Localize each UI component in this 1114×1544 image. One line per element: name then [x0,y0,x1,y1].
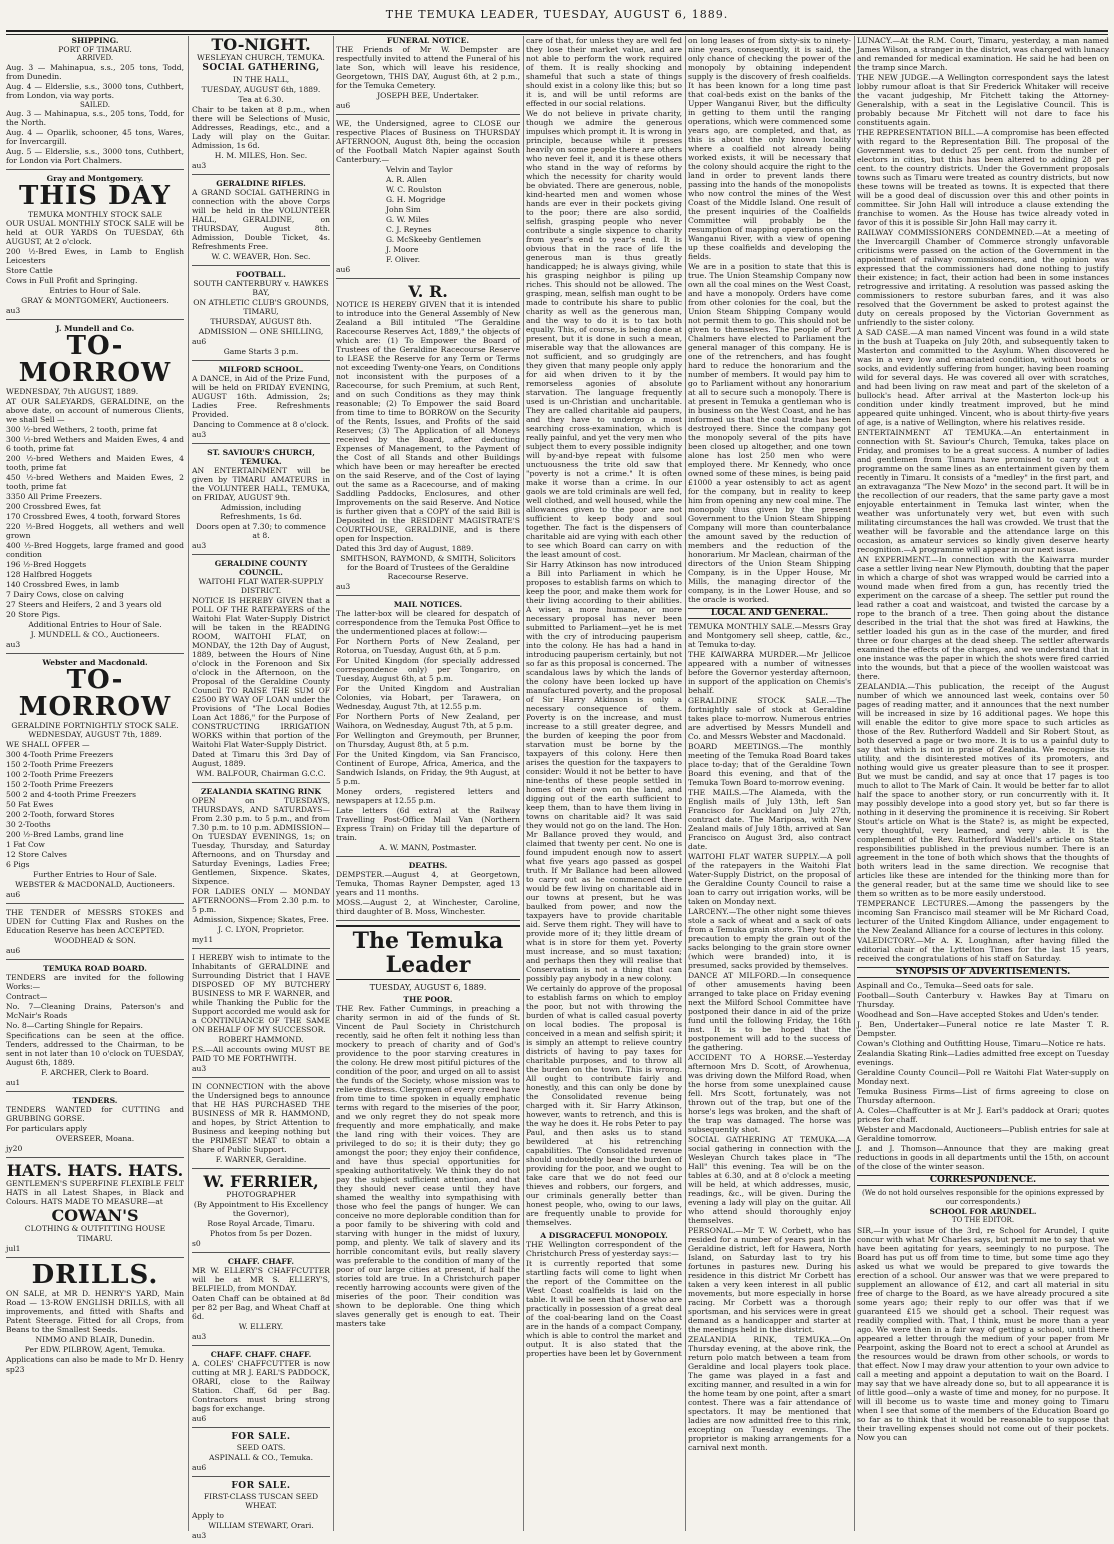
ad-headline: W. FERRIER, [203,1172,319,1191]
article-title: THE POOR. [403,995,453,1004]
ad-text: Dated at Timaru this 3rd Day of August, 1889. [192,750,330,768]
ad-text: For particulars apply [6,1124,87,1133]
chaff-coles-ad [192,1350,330,1428]
ad-signature: J. C. LYON, Proprietor. [218,925,304,934]
notice-text: MOSS.—August 2, at Winchester, Caroline, third daughter of B. Moss, Winchester. [336,898,520,916]
ad-text: 200 ½-bred Wethers and Maiden Ewes, 4 tooth, prime fat [6,454,184,472]
firm-name: COWAN'S [51,1206,139,1225]
notice-title: MAIL NOTICES. [393,600,463,609]
notice-text: Late letters (6d extra) at the Railway Travelling Post-Office Mail Van (Northern Express Train) on Friday till the departure of train. [336,806,520,842]
ad-code: au3 [192,161,207,170]
ad-code: au3 [6,640,21,649]
news-item: THE NEW JUDGE.—A Wellington correspondent says the latest lobby rumour afloat is that Sir Frederick Whitaker will receive the vacant judgeship, Mr Fitchett taking the Attorney-Generalship, with a seat in the Legislative Council. This is probably because Mr Fitchett will not dare to face his constituents again. [857,73,1109,127]
ad-headline: HATS. HATS. HATS. [6,1161,184,1180]
ad-text: 30 2-Tooths [6,820,51,829]
ad-text: (By Appointment to His Excellency the Governor), [193,1200,329,1218]
news-item: ACCIDENT TO A HORSE.—Yesterday afternoon Mrs D. Scott, of Arowhenua, was driving down the Milford Road, when the horse from some unexplained cause fell. Mrs Scott, fortunately, was not thrown out of the trap, but one of the horse's legs was broken, and the shaft of the trap was damaged. The horse was subsequently shot. [688,1053,851,1134]
ad-text: Store Cattle [6,266,53,275]
ad-code: au6 [336,265,351,274]
ad-code: jy20 [6,1144,23,1153]
ad-text: 12 Store Calves [6,850,67,859]
ad-text: GENTLEMEN'S SUPERFINE FLEXIBLE FELT HATS in all Latest Shapes, in Black and Colours. HATS MADE TO MEASURE—at [6,1179,184,1206]
ad-text: IN CONNECTION with the above the Undersigned begs to announce that HE HAS PURCHASED THE BUSINESS of MR R. HAMMOND, and hopes, by Strict Attention to Business and keeping nothing but the PRIMEST MEAT to obtain a Share of Public Support. [192,1082,330,1154]
ad-subhead: TEMUKA MONTHLY STOCK SALE [27,210,163,219]
news-item: GERALDINE STOCK SALE.—The fortnightly sale of stock at Geraldine takes place to-morrow. Numerous entries are advertised by Messrs Mundell and Co. and Messrs Webster and Macdonald. [688,696,851,741]
ad-text: 3350 All Prime Freezers. [6,492,103,501]
football-ad [192,270,330,361]
mail-notices [336,600,520,857]
synopsis-item: Webster and Macdonald, Auctioneers—Publish entries for sale at Geraldine tomorrow. [857,1125,1109,1143]
news-item: TEMPERANCE LECTURES.—Among the passengers by the incoming San Francisco mail steamer will be Mr Richard Coad, lecturer of the United Kingdom Alliance, under engagement to the New Zealand Alliance for a course of lectures in this colony. [857,899,1109,935]
notice-text: For the United Kingdom and Australian Colonies, via Hobart, per Tarawera, on Wednesday, August 7th, at 12.55 p.m. [336,684,520,711]
sailed-label: SAILED. [80,100,110,109]
notice-text: DEMPSTER.—August 4, at Georgetown, Temuka, Thomas Rayner Dempster, aged 13 years and 11 months. [336,870,520,897]
firm-name: Webster and Macdonald. [42,658,148,667]
ad-title: GERALDINE RIFLES. [216,179,306,188]
port-label: PORT OF TIMARU. [58,45,132,54]
ad-title: ZEALANDIA SKATING RINK [201,787,321,796]
ad-code: au3 [192,1332,207,1341]
ad-text: THURSDAY, AUGUST 8th. [210,317,312,326]
ad-code: au6 [192,1414,207,1423]
ad-text: IN THE HALL, [232,75,290,84]
ad-signature: W. ELLERY. [238,1322,284,1331]
ad-text: 200 ½-Bred Ewes, in Lamb to English Leicesters [6,247,184,265]
news-item: VALEDICTORY.—Mr A. K. Loughnan, after having filled the editorial chair of the Lyttelton Times for the last 15 years, received the congratulations of his staff on Saturday. [857,936,1109,963]
seed-oats-ad [192,1432,330,1477]
article-paragraph: Sir Harry Atkinson has now introduced a Bill into Parliament in which he proposes to establish farms on which to keep the poor, and make them work for their living according to their abilities. A wiser, a more humane, or more necessary proposal has never been submitted to Parliament—yet he is met with the cry of introducing pauperism into the colony. He has had a hand in introducing pauperism certainly, but not so far as this proposal is concerned. The scandalous laws by which the lands of the colony have been locked up have manufactured poverty, and the proposal of Sir Harry Atkinson is only a necessary consequence of them. Poverty is on the increase, and must increase to a still greater degree, and the burden of keeping the poor from starvation must be borne by the taxpayers of this colony. Here then arises the question for the taxpayers to consider: Would it not be better to have nine-tenths of these people settled in homes of their own on the land, and digging out of the earth sufficient to keep them, than to have them living in towns on charitable aid? It was said they would not go on the land. The Hon. Mr Ballance proved they would, and claimed that twenty per cent. No one is found impudent enough now to assert what five years ago passed as gospel truth. If Mr Ballance had been allowed to carry out as he commenced there would be few living on charitable aid in our towns at present, but he was baulked from power, and now the taxpayers have to provide charitable aid. Serve them right. They will have to provide more of it; they little dream of what is in store for them yet. Poverty must increase, and so must taxation; and perhaps then they will realise that Conservatism is not a thing that can possibly pay anybody in a new colony. [526,560,682,983]
firm-name: C. J. Reynes [386,225,432,234]
column-6 [857,36,1109,1531]
warner-ad [192,1082,330,1169]
letter-salutation: TO THE EDITOR. [951,1216,1015,1224]
column-rule [333,36,334,1531]
ad-text: FOR LADIES ONLY — MONDAY AFTERNOONS—From 2.30 p.m. to 5 p.m. [192,887,330,914]
news-item: ENTERTAINMENT AT TEMUKA.—An entertainment in connection with St. Saviour's Church, Temuka, takes place on Friday, and promises to be a great success. A number of ladies and gentlemen from Timaru have promised to carry out a programme on the same lines as an entertainment given by them recently in Timaru. It consists of a "medley" in the first part, and an extravaganza "The New Mozo" in the second part. It will be in the recollection of our readers, that the same party gave a most enjoyable entertainment in Temuka last winter, when the weather was unfortunately very wet, but even with such militating circumstances the hall was crowded. We trust that the weather will be favorable and the attendance large on this occasion, as amateur services so kindly given deserve hearty recognition.—A programme will appear in our next issue. [857,428,1109,554]
ad-text: 200 Crossbred Ewes, fat [6,502,101,511]
synopsis-item: J. Ben, Undertaker—Funeral notice re late Master T. R. Dempster. [857,1020,1109,1038]
ad-text: No. 7—Cleaning Drains, Paterson's and McNair's Roads [6,1002,184,1020]
drills-ad [6,1262,184,1378]
milford-ad [192,365,330,444]
ad-text: No. 8—Carting Shingle for Repairs. [6,1021,143,1030]
shipping-line: Aug. 4 — Oparlik, schooner, 45 tons, Wares, for Invercargill. [6,128,184,146]
news-item: BOARD MEETINGS.—The monthly meeting of the Temuka Road Board takes place to-day; that of the Geraldine Town Board this evening, and that of the Temuka Town Board to-morrow evening. [688,742,851,787]
news-item: DANCE AT MILFORD.—In consequence of other amusements having been arranged to take place on Friday evening next the Milford School Committee have postponed their dance in aid of the prize fund until the following Friday, the 16th inst. It is to be hoped that the postponement will add to the success of the gathering. [688,971,851,1052]
article-paragraph: We certainly do approve of the proposal to establish farms on which to employ the poor, but not with throwing the burden of what is called casual poverty on local bodies. The proposal is conceived in a mean and selfish spirit; it is simply an attempt to relieve country districts of having to pay taxes for charitable purposes, and to throw all the burden on the town. This is wrong. All ought to contribute fairly and honestly, and this can only be done by the Consolidated revenue being charged with it. Sir Harry Atkinson, however, wants to retrench, and this is the way he does it. He robs Peter to pay Paul, and then asks us to stand bewildered at his retrenching capabilities. The Consolidated revenue should undoubtedly bear the burden of providing for the poor, and we ought to take care that we do not feed our thieves and robbers, our forgers, and our criminals generally better than honest people, who, owing to our laws, are frequently unable to provide for themselves. [526,984,682,1227]
shipping-title: SHIPPING. [71,36,119,45]
notice-text: For Northern Ports of New Zealand, per Waihora, on Wednesday, August 7th, at 5 p.m. [336,712,520,730]
closing-notice [336,119,520,279]
tender-accepted-ad [6,908,184,960]
ad-text: 27 Steers and Heifers, 2 and 3 years old [6,600,162,609]
shipping-line: Aug. 4 — Elderslie, s.s., 3000 tons, Cuthbert, from London, via way ports. [6,81,184,100]
ad-text: FIRST-CLASS TUSCAN SEED WHEAT. [203,1492,319,1510]
ad-text: 150 2-Tooth Prime Freezers [6,780,114,789]
letter-body: SIR,—In your issue of the 3rd, re School for Arundel, I quite concur with what Mr Charles says, but permit me to say that we have been agitating for years, seemingly to no purpose. The Board has put us off from time to time, but some time ago they asked us what we would be prepared to give towards the erection of a school. Our answer was that we were prepared to supplement an allowance of £12, and cart all material in situ free of charge to the Board, as we have already procured a site some years ago; their reply to our offer was that if we guaranteed £15 we should get a school. Their request was readily complied with. That, I think, must be more than a year ago. We were then in a fair way of getting a school, until there appeared a letter through the medium of your paper from Mr Pearpoint, asking the Board not to erect a school at Arundel as the resources would be drawn from other schools, or words to that effect. Now I may draw your attention to your own advice to call a meeting and appoint a deputation to wait on the Board. I may say that we have already done so, but to all appearance it is of little good—only a waste of time and money, for no purpose. It will ill become us to waste time and money going to Timaru when I see that some of the members of the Education Board go so far as to think that it would be reasonable to suppose that their travelling expenses should not come out of their pockets. Now you can [857,1225,1109,1442]
ad-text: Admission, Sixpence; Skates, Free. [193,915,329,924]
ferrier-ad [192,1173,330,1253]
ad-text: A GRAND SOCIAL GATHERING in connection with the above Corps will be held in the VOLUNTEER HALL, GERALDINE, on THURSDAY, August 8th. Admission, Double Ticket, 4s. Refreshments Free. [192,188,330,251]
ad-signature: W. C. WEAVER, Hon. Sec. [211,252,311,261]
shipping-line: Aug. 5 — Elderslie, s.s., 3000 tons, Cuthbert, for London via Port Chalmers. [6,147,184,165]
firm-name: NIMMO AND BLAIR, Dunedin. [35,1335,155,1344]
ad-text: 196 ½-Bred Hoggets [6,560,87,569]
ad-title: FOOTBALL. [236,270,286,279]
section-title: SYNOPSIS OF ADVERTISEMENTS. [857,967,1109,978]
ad-headline: TO-MORROW [18,665,172,722]
news-item: ZEALANDIA RINK, TEMUKA.—On Thursday evening, at the above rink, the return polo match between a team from Geraldine and local players took place. The game was played in a fast and exciting manner, and resulted in a win for the home team by one point, after a smart contest. There was a fair attendance of spectators. It may be mentioned that ladies are now admitted free to this rink, excepting on Tuesday evenings. The proprietor is making arrangements for a carnival next month. [688,1335,851,1452]
notice-title: FUNERAL NOTICE. [386,36,470,45]
notice-text: NOTICE IS HEREBY GIVEN that it is intended to introduce into the General Assembly of New Zealand a Bill intituled "The Geraldine Racecourse Reserves Act, 1889," the objects of which are: (1) To Empower the Board of Trustees of the Geraldine Racecourse Reserve to LEASE the Reserve for any Term or Terms not exceeding Twenty-one Years, on Conditions not inconsistent with the purposes of a Racecourse, for such Premium, at such Rent, and on such Conditions as they may think reasonable; (2) To Empower the said Board from time to time to BORROW on the Security of the Rents, Issues, and Profits of the said Reserves; (3) The Application of all Moneys received by the Board, after deducting Expenses of Management, to the Payment of the Cost of all Stands and other Buildings which have been or may hereafter be erected on the said Reserve, and of the Cost of laying out the same as a Racecourse, and of making Saddling Paddocks, Enclosures, and other Improvements on the said Reserve. And Notice is further given that a COPY of the said Bill is Deposited in the RESIDENT MAGISTRATE'S COURTHOUSE, GERALDINE, and is there open for Inspection. [336,300,520,543]
ad-text: 7 Dairy Cows, close on calving [6,590,124,599]
ad-text: 1 Fat Cow [6,840,45,849]
article-title: A DISGRACEFUL MONOPOLY. [540,1231,668,1240]
notice-text: For the United Kingdom, via San Francisco, Continent of Europe, Africa, America, and the Sandwich Islands, on Friday, the 9th August, at 5 p.m. [336,750,520,786]
ad-text: Game Starts 3 p.m. [223,347,299,356]
ad-code: au6 [6,946,21,955]
firm-name: F. Oliver. [386,255,420,264]
ad-text: Photos from 5s per Dozen. [209,1229,313,1238]
ad-text: Oaten Chaff can be obtained at 8d per 82 per Bag, and Wheat Chaff at 6d. [192,1294,330,1321]
news-item: THE MAILS.—The Alameda, with the English mails of July 13th, left San Francisco for Auckland on July 27th, contract date. The Mariposa, with New Zealand mails of July 18th, arrived at San Francisco on August 3rd, also contract date. [688,788,851,851]
column-rule [854,36,855,1531]
ad-text: SOCIAL GATHERING, [202,63,320,73]
ad-text: WEDNESDAY, 7th AUGUST, 1889. [6,387,139,396]
notice-text: For United Kingdom (for specially addressed correspondence only) per Tongariro, on Tuesday, August 6th, at 5 p.m. [336,656,520,683]
firm-name: A. R. Allen [386,175,427,184]
news-item: PERSONAL.—Mr T. W. Corbett, who has resided for a number of years past in the Geraldine district, left for Hawera, North Island, on Saturday last to try his fortunes in pastures new. During his residence in this district Mr Corbett has taken a very keen interest in all public movements, but more especially in horse racing. Mr Corbett was a thorough sportsman, and his services were in great demand as a handicapper and starter at the meetings held in the district. [688,1226,851,1334]
notice-signature: SMITHSON, RAYMOND, & SMITH, Solicitors for the Board of Trustees of the Geraldine Racecourse Reserve. [340,554,516,581]
ad-text: WESLEYAN CHURCH, TEMUKA. [197,53,325,62]
ad-text: Doors open at 7.30; to commence at 8. [196,522,326,540]
ad-text: 300 4-Tooth Prime Freezers [6,750,114,759]
synopsis-item: Zealandia Skating Rink—Ladies admitted free except on Tuesday evenings. [857,1049,1109,1067]
editorial-note: (We do not hold ourselves responsible for the opinions expressed by our correspondents.) [861,1189,1105,1206]
seed-wheat-ad [192,1481,330,1544]
ad-text: Dancing to Commence at 8 o'clock. [192,420,330,429]
firm-name: John Sim [386,205,421,214]
ad-text: 300 ½-bred Wethers, 2 tooth, prime fat [6,425,158,434]
shipping-block [6,36,184,170]
ad-text: OUR USUAL MONTHLY STOCK SALE will be held at OUR YARDS On TUESDAY, 6th AUGUST, At 2 o'clock. [6,219,184,246]
ad-text: AN ENTERTAINMENT will be given by TIMARU AMATEURS in the VOLUNTEER HALL, TEMUKA, on FRIDAY, AUGUST 9th. [192,466,330,502]
column-2 [192,35,330,1540]
ad-title: GERALDINE COUNTY COUNCIL. [214,559,308,577]
ad-code: jul1 [6,1244,21,1253]
ad-text: Contract— [6,992,48,1001]
firm-name: G. W. Miles [386,215,429,224]
ad-text: Specifications can be seen at the office. Tenders, addressed to the Chairman, to be sent in not later than 10 o'clock on TUESDAY, August 6th, 1889. [6,1031,184,1067]
gray-montgomery-ad [6,174,184,320]
ad-text: 140 Crossbred Ewes, in lamb [6,580,119,589]
column-3 [336,36,520,1531]
ad-text: 128 Halfbred Hoggets [6,570,92,579]
ad-text: 300 ½-bred Wethers and Maiden Ewes, 4 and 6 tooth, prime fat [6,435,184,453]
ad-title: MILFORD SCHOOL. [218,365,304,374]
ad-code: au3 [6,306,21,315]
firm-name: W. C. Roulston [386,185,442,194]
ad-signature: ASPINALL & CO., Temuka. [208,1453,314,1462]
letter-title: SCHOOL FOR ARUNDEL. [929,1207,1037,1216]
ad-text: TIMARU. [77,1234,113,1243]
ad-text: ON ATHLETIC CLUB'S GROUNDS, TIMARU, [193,298,329,316]
synopsis-item: Football—South Canterbury v. Hawkes Bay at Timaru on Thursday. [857,991,1109,1009]
notice-text: THE Friends of Mr W. Dempster are respectfully invited to attend the Funeral of his late Son, which will leave his residence, Georgetown, THIS DAY, August 6th, at 2 p.m., for the Temuka Cemetery. [336,45,520,90]
shipping-line: Aug. 3 — Mahinapua, s.s., 205 tons, Todd, from Dunedin. [6,62,184,81]
ad-code: my11 [192,935,214,944]
ad-headline: TO-MORROW [18,331,172,388]
ad-text: ON SALE, at MR D. HENRY'S YARD, Main Road — 13-ROW ENGLISH DRILLS, with all improvements, and fitted with Shafts and Patent Steerage. Fitted for all Crops, from Beans to the Smallest Seeds. [6,1289,184,1334]
firm-name: J. Mundell and Co. [55,324,135,333]
firm-name: G. McSkeeby Gentlemen [386,235,482,244]
ad-text: CLOTHING & OUTFITTING HOUSE [24,1224,166,1233]
notice-signature: JOSEPH BEE, Undertaker. [377,91,479,100]
notice-text: Money orders, registered letters and newspapers at 12.55 p.m. [336,787,520,805]
article-paragraph: care of that, for unless they are well fed they lose their market value, and are not able to perform the work required of them. It is really shocking and shameful that such a state of things should exist in a colony like this; but so it is, and will be until reforms are effected in our social relations. [526,36,682,108]
ad-text: Applications can also be made to Mr D. Henry [6,1355,184,1364]
notice-text: For Northern Ports of New Zealand, per Rotorua, on Tuesday, August 6th, at 5 p.m. [336,637,520,655]
ad-subhead: WAITOHI FLAT WATER-SUPPLY DISTRICT. [198,577,324,595]
ad-text: 200 ½-Bred Lambs, grand line [6,830,124,839]
column-rule [523,36,524,1531]
tenders-ad [6,1096,184,1158]
ad-title: CHAFF. CHAFF. CHAFF. [210,1350,312,1359]
synopsis-item: Aspinall and Co., Temuka—Seed oats for sale. [857,981,1034,990]
ad-code: au3 [336,582,351,591]
ad-headline: THIS DAY [19,181,171,211]
ad-text: 400 ½-Bred Hoggets, large framed and good condition [6,541,184,559]
webster-ad [6,658,184,904]
ad-text: 50 Fat Ewes [6,800,54,809]
ad-code: sp23 [6,1365,25,1374]
ad-text: TENDERS are invited for the following Works:— [6,973,184,991]
ad-title: TEMUKA ROAD BOARD. [43,964,147,973]
racecourse-notice [336,283,520,596]
column-rule [685,36,686,1531]
masthead: THE TEMUKA LEADER, TUESDAY, AUGUST 6, 1889. [385,8,729,21]
news-item: SOCIAL GATHERING AT TEMUKA.—A social gathering in connection with the Wesleyan Church takes place in "The Hall" this evening. Tea will be on the tables at 6.30, and at 8 o'clock a meeting will be held, at which addresses, music, readings, &c., will be given. During the evening a lady will play on the guitar. All who attend should thoroughly enjoy themselves. [688,1135,851,1225]
ad-code: au6 [6,890,21,899]
hammond-ad [192,953,330,1078]
newspaper-nameplate: The Temuka Leader [336,925,520,980]
news-item: AN EXPERIMENT.—In connection with the Kaiwarra murder case a settler living near New Plymouth, doubting that the paper in which a charge of shot was wrapped would be carried into a wound made when fired from a gun, has recently tried the experiment on the carcase of a sheep. The settler put round the lead rather a coat and waistcoat, and twisted the carcase by a rope to the branch of a tree. Then going about the distance described in the trial that the shot was fired at Hawkins, the settler loaded his gun as in the case of the murder, and fired three or four charges at the dead sheep. The settler afterwards examined the effects of the charges, and we understand that in one instance was the paper in which the shots were fired carried into the wounds, but that a piece of the woollen waistcoat was there. [857,555,1109,681]
masthead-rule [6,30,1108,35]
ad-headline: DRILLS. [31,1260,159,1290]
ad-signature: OVERSEER, Moana. [55,1134,135,1143]
ad-text: Admission, including Refreshments, 1s 6d. [220,503,302,521]
ad-signature: F. WARNER, Geraldine. [215,1155,307,1164]
county-council-ad [192,559,330,783]
ad-text: Further Entries to Hour of Sale. [33,870,157,879]
news-item: ZEALANDIA.—This publication, the receipt of the August number of which we announced last week, contains over 50 pages of reading matter, and it announces that the next number will be increased in size by 16 additional pages. We hope this will enable the editor to give more space to such articles as those of the Rev. Rutherford Waddell and Sir Robert Stout, as both deserved a page or two more. It is to us a painful duty to say that which is not in praise of Zealandia. We recognise its utility, and the disinterested motives of its promoters, and nothing would give us greater pleasure than to see it prosper. But we must be candid, and say at once that 17 pages is too much to allot to The Mark of Cain. It would be better far to allot half the space to another story, or run concurrently with it. It may possibly develope into a good story yet, but so far there is nothing in it deserving the prominence it is receiving. Sir Robert Stout's article on What is the State? is, as might be expected, very thoughtful, very learned, and very able. It is the complement of the Rev. Rutherford Waddell's article on State responsibilities published in the previous number. There is an agreement in the tone of both which shows that the thoughts of both writers lead in the same direction. We recognise that articles like these are intended for the thinking more than for the general reader, but at the same time we should like to see them so written as to be more easily understood. [857,682,1109,898]
firm-name: Gray and Montgomery. [46,174,144,183]
ad-signature: WM. BALFOUR, Chairman G.C.C. [196,769,326,778]
ad-text: Additional Entries to Hour of Sale. [28,620,162,629]
notice-title: DEATHS. [408,861,448,870]
hats-ad [6,1162,184,1258]
ad-signature: H. M. MILES, Hon. Sec. [214,151,308,160]
ad-text: ADMISSION — ONE SHILLING, [198,327,324,336]
article-paragraph: on long leases of from sixty-six to ninety-nine years, consequently, it is said, the only chance of checking the power of the monopoly by obtaining independent supply is the discovery of fresh coalfields. It has been known for a long time past that coal-beds exist on the banks of the Upper Wanganui River, but the difficulty in getting to them until the ranging operations, which were commenced some years ago, are completed, and that, as this is about the only known locality where a coalfield not already being worked exists, it will be necessary that the colony should acquire the right to the land in order to prevent lands there passing into the hands of the monopolists who now control the mines of the West Coast of the Middle Island. One result of the present inquiries of the Coalfields Committee will probably be the resumption of mapping operations on the Wanganui River, with a view of opening up these coalfields and developing the fields. [688,36,851,261]
ad-text: THE TENDER of MESSRS STOKES and UDEN for Cutting Flax and Rushes on the Education Reserve has been ACCEPTED. [6,908,184,935]
ad-code: au6 [192,337,207,346]
saviour-ad [192,448,330,555]
synopsis-item: J. and J. Thomson—Announce that they are making great reductions in goods in all departments until the 15th, on account of the close of the winter season. [857,1144,1109,1171]
ad-code: au6 [192,1463,207,1472]
ad-text: Tea at 6.30. [238,95,284,104]
editorial-poor [336,995,520,1328]
news-item: RAILWAY COMMISSIONERS CONDEMNED.—At a meeting of the Invercargill Chamber of Commerce strongly unfavorable criticisms were passed on the action of the Government in the appointment of railway commissioners, and the opinion was expressed that the commissioners had done nothing to justify their existence; in fact, their action had been in some instances retrogressive and irritating. A resolution was passed asking the commissioners to restore suburban fares, and it was also resolved that the Government be asked to protest against the duty on cereals proposed by the Victorian Government as unfriendly to the sister colony. [857,228,1109,327]
ad-text: SOUTH CANTERBURY v. HAWKES BAY, [193,279,329,297]
column-rule [188,36,189,1531]
article-paragraph: It is currently reported that some startling facts will come to light when the report of the Committee on the West Coast coalfields is laid on the table. It will be seen that those who are practically in possession of a great deal of the coal-bearing land on the Coast are in the hands of a compact Company, which is able to control the market and output. It is also stated that the properties have been let by Government [526,1259,682,1358]
notice-text: The latter-box will be cleared for despatch of correspondence from the Temuka Post Office to the undermentioned places at follow:— [336,609,520,636]
ad-text: TUESDAY, AUGUST 6th, 1889. [201,85,321,94]
ad-text: 170 Crossbred Ewes, 4 tooth, forward Stores [6,512,181,521]
section-title: CORRESPONDENCE. [857,1175,1109,1186]
ad-text: 150 2-Tooth Prime Freezers [6,760,114,769]
column-5 [688,36,851,1531]
shipping-line: Aug. 3 — Mahinapua, s.s., 205 tons, Todd, for the North. [6,109,184,127]
ad-text: 20 Store Pigs. [6,610,61,619]
ad-text: A. COLES' CHAFFCUTTER is now cutting at MR J. EARL'S PADDOCK, ORARI, close to the Railway Station. Chaff, 6d per Bag. Contractors must bring strong bags for exchange. [192,1359,330,1413]
ad-text: Rose Royal Arcade, Timaru. [207,1219,315,1228]
ad-subhead: GERALDINE FORTNIGHTLY STOCK SALE. [11,721,179,730]
column-4 [526,36,682,1531]
tonight-ad [192,36,330,175]
ad-text: MR W. ELLERY'S CHAFFCUTTER will be at MR S. ELLERY'S, BELFIELD, from MONDAY. [192,1266,330,1293]
firm-name: Velvin and Taylor [386,165,453,174]
ad-code: au6 [336,101,351,110]
firm-name: J. Moore [386,245,419,254]
notice-text: For Wellington and Greymouth, per Brunner, on Thursday, August 8th, at 5 p.m. [336,731,520,749]
ad-signature: J. MUNDELL & CO., Auctioneers. [30,630,160,639]
notice-signature: A. W. MANN, Postmaster. [379,843,477,852]
ad-code: au1 [6,1078,21,1087]
ad-text: Apply to [192,1511,224,1520]
ad-text: WE SHALL OFFER — [6,740,90,749]
ad-text: AT OUR SALEYARDS, GERALDINE, on the above date, on account of numerous Clients, we shall Sell — [6,397,184,424]
arrived-label: ARRIVED. [76,54,114,62]
ad-code: au3 [192,1064,207,1073]
ad-title: FOR SALE. [231,1481,291,1491]
ad-signature: WOODHEAD & SON. [54,936,136,945]
article-paragraph: THE Wellington correspondent of the Christchurch Press of yesterday says:— [526,1240,682,1258]
deaths-notice [336,861,520,921]
news-item: LARCENY.—The other night some thieves stole a sack of wheat and a sack of oats from a Temuka grain store. They took the precaution to empty the grain out of the sacks belonging to the grain store owner (which were branded) into, it is presumed, sacks provided by themselves. [688,907,851,970]
ad-code: au3 [192,1531,207,1540]
ad-text: TENDERS WANTED for CUTTING and GRUBBING GORSE. [6,1105,184,1123]
ad-text: PHOTOGRAPHER [226,1190,296,1199]
synopsis-item: Geraldine County Council—Poll re Waitohi Flat Water-supply on Monday next. [857,1068,1109,1086]
news-item: WAITOHI FLAT WATER SUPPLY.—A poll of the ratepayers in the Waitohi Flat Water-Supply District, on the proposal of the Geraldine County Council to raise a loan to carry out irrigation works, will be taken on Monday next. [688,852,851,906]
issue-date: TUESDAY, AUGUST 6, 1889. [369,983,487,992]
ad-text: A DANCE, in Aid of the Prize Fund, will be held on FRIDAY EVENING, AUGUST 16th. Admission, 2s; Ladies Free. Refreshments Provided. [192,374,330,419]
synopsis-item: Cowan's Clothing and Outfitting House, Timaru—Notice re hats. [857,1039,1106,1048]
mundell-ad [6,324,184,654]
road-board-ad [6,964,184,1092]
news-item: TEMUKA MONTHLY SALE.—Messrs Gray and Montgomery sell sheep, cattle, &c., at Temuka to-day. [688,622,851,649]
skating-rink-ad [192,787,330,949]
ad-text: 450 ½-bred Wethers and Maiden Ewes, 2 tooth, prime fat [6,473,184,491]
ad-signature: GRAY & MONTGOMERY, Auctioneers. [21,296,169,305]
ad-text: 200 2-Tooth, forward Stores [6,810,115,819]
ad-signature: F. ARCHER, Clerk to Board. [41,1068,149,1077]
ad-text: I HEREBY wish to intimate to the Inhabitants of GERALDINE and Surrounding District that I HAVE DISPOSED OF MY BUTCHERY BUSINESS to MR F. WARNER, and while Thanking the Public for the Support accorded me would ask for a CONTINUANCE OF THE SAME ON BEHALF OF MY SUCCESSOR. [192,953,330,1034]
rifles-ad [192,179,330,266]
funeral-notice [336,36,520,115]
notice-text: Dated this 3rd day of August, 1889. [336,544,474,553]
ad-text: Per EDW. PILBROW, Agent, Temuka. [24,1345,166,1354]
ad-title: FOR SALE. [231,1432,291,1442]
news-item: LUNACY.—At the R.M. Court, Timaru, yesterday, a man named James Wilson, a stranger in the district, was charged with lunacy and remanded for medical examination. He said he had been on the tramp since March. [857,36,1109,72]
ad-text: P.S.—All accounts owing MUST BE PAID TO ME FORTHWITH. [192,1045,330,1063]
ad-text: 100 2-Tooth Prime Freezers [6,770,114,779]
ad-code: au3 [192,541,207,550]
ad-title: ST. SAVIOUR'S CHURCH, TEMUKA. [207,448,315,466]
ad-signature: WILLIAM STEWART, Orari. [208,1521,314,1530]
ad-text: OPEN on TUESDAYS, THURSDAYS, AND SATURDAYS—From 2.30 p.m. to 5 p.m., and from 7.30 p.m. to 10 p.m. ADMISSION—On TUESDAY EVENINGS, 1s; on Tuesday, Thursday, and Saturday Afternoons, and on Thursday and Saturday Evenings, Ladies Free; Gentlemen, Sixpence. Skates, Sixpence. [192,796,330,886]
article-paragraph: We do not believe in private charity, though we admire the generous impulses which prompt it. It is wrong in principle, because while it presses heavily on some people there are others who never feel it, and it is these others who stand in the way of reforms by which the necessity for charity would be obviated. There are generous, noble, kind-hearted men and women whose hands are ever in their pockets giving to the poor; there are also sordid, selfish, grasping people who never contribute a single sixpence to charity from year's end to year's end. It is obvious that in the race of life the generous man is thus greatly handicapped; he is always giving, while his grasping neighbor is piling up riches. This should not be allowed. The grasping, mean, selfish man ought to be made to contribute his share to public charity as well as the generous man, and the way to do it is to tax both equally. This, of course, is being done at present, but it is done in such a mean, miserable way that the allowances are not sufficient, and so grudgingly are they given that many people only apply for aid when driven to it by the remorseless agonies of absolute starvation. The language frequently used is un-Christian and uncharitable. They are called charitable aid paupers, and they have to undergo a most searching cross-examination, which is really painful, and yet the very men who subject them to every possible indignity will by-and-bye repeat with fulsome unctuousness the trite old saw that "poverty is not a crime." It is often make it worse than a crime. In our gaols we are told criminals are well fed, well clothed, and well housed, while the allowances given to the poor are not sufficient to keep body and soul together. The fact is the dispensers of charitable aid are vying with each other to see which Board can carry on with the least amount of cost. [526,109,682,559]
firm-name: G. H. Mogridge [386,195,446,204]
ad-text: NOTICE IS HEREBY GIVEN that a POLL OF THE RATEPAYERS of the Waitohi Flat Water-Supply District will be taken in the READING ROOM, WAITOHI FLAT, on MONDAY, the 12th Day of August, 1889, between the Hours of Nine o'clock in the Forenoon and Six o'clock in the Afternoon, on the Proposal of the Geraldine County Council TO RAISE THE SUM OF £2500 BY WAY OF LOAN under the Provisions of "The Local Bodies Loan Act 1886," for the Purpose of CONSTRUCTING IRRIGATION WORKS within that portion of the Waitohi Flat Water-Supply District. [192,596,330,749]
column-1 [6,36,184,1531]
ad-code: au3 [192,430,207,439]
ad-headline: TO-NIGHT. [211,35,311,54]
ad-signature: ROBERT HAMMOND. [218,1035,304,1044]
ad-title: TENDERS. [72,1096,118,1105]
ad-text: Entries to Hour of Sale. [49,286,141,295]
article-paragraph: We are in a position to state that this is true. The Union Steamship Company now own all the coal mines on the West Coast, and have a monopoly. Orders have come from other colonies for the coal, but the Union Steam Shipping Company would not permit them to go. This should not be given to themselves. The people of Port Chalmers have elected to Parliament the general manager of this company. He is one of the retrenchers, and has fought hard to reduce the honorarium and the number of members. It would pay him to go to Parliament without any honorarium at all to secure such a monopoly. There is at present in Temuka a gentleman who is in business on the West Coast, and he has informed us that the coal trade has been destroyed there. Since the company got the monopoly several of the pits have been closed up altogether, and one town alone has lost 250 men who were employed there. Mr Kennedy, who once owned some of these mines, is being paid £1000 a year ostensibly to act as agent for the company, but in reality to keep him from opening any new coal mine. The monopoly thus given by the present Government to the Union Steam Shipping Company will more than counterbalance the amount saved by the reduction of members and the reduction of the honorarium. Mr Maclean, chairman of the directors of the Union Steam Shipping Company, is in the Upper House, Mr Mills, the managing director of the company, is in the Lower House, and so the oracle is worked. [688,262,851,604]
news-item: THE KAIWARRA MURDER.—Mr Jellicoe appeared with a number of witnesses before the Governor yesterday afternoon, in support of the application on Chemis's behalf. [688,650,851,695]
news-item: A SAD CASE.—A man named Vincent was found in a wild state in the bush at Tuapeka on July 20th, and subsequently taken to Masterton and committed to the Asylum. When discovered he was in a very low and emaciated condition, without boots or socks, and evidently suffering from hunger, having been roaming wild for several days. He was covered all over with scratches, and had been living on raw meat and part of the skeleton of a bullock's head. After arrival at the Masterton lock-up his condition under kindly treatment improved, but he mind appeared quite unhinged. Vincent, who is about thirty-five years of age, is a native of Wellington, where his relatives reside. [857,328,1109,427]
chaff-ellery-ad [192,1257,330,1346]
synopsis-item: Temuka Business Firms—List of firms agreeing to close on Thursday afternoon. [857,1087,1109,1105]
ad-text: 500 2 and 4-tooth Prime Freezers [6,790,136,799]
ad-code: s0 [192,1239,201,1248]
section-title: LOCAL AND GENERAL. [688,608,851,619]
ad-text: WEDNESDAY, AUGUST 7th, 1889. [28,730,162,739]
notice-text: WE, the Undersigned, agree to CLOSE our respective Places of Business on THURSDAY AFTERNOON, August 8th, being the occasion of the Football Match Napier against South Canterbury.— [336,119,520,164]
synopsis-item: A. Coles—Chaffcutter is at Mr J. Earl's paddock at Orari; quotes prices for chaff. [857,1106,1109,1124]
ad-signature: WEBSTER & MACDONALD, Auctioneers. [15,880,175,889]
article-paragraph: THE Rev. Father Cummings, in preaching a charity sermon in aid of the funds of St. Vincent de Paul Society in Christchurch recently, said he often felt it nothing less than mockery to preach of charity and of God's providence to the poor starving creatures in the colony. He drew most pitiful pictures of the condition of the poor, and urged on all to assist the funds of the Society, whose mission was to relieve distress. Clergymen of every creed have from time to time spoken in equally emphatic terms with regard to the miseries of the poor, and we only regret they do not speak more frequently and more emphatically, and make the land ring with their voices. They are privileged to do so; it is their duty; they go amongst the poor; they enjoy their confidence, and have thus special opportunities for speaking authoritatively. We think they do not pay the subject sufficient attention, and that they should never cease until they have shamed the wealthy into sympathising with those who feel the pangs of hunger. We can conceive no more deplorable condition than for a poor family to be shivering with cold and starving with hunger in the midst of luxury, pomp, and plenty. We talk of slavery and its horrible concomitant evils, but really slavery was preferable to the condition of many of the poor of our large cities at present, if half the stories told are true. In a Christchurch paper recently harrowing accounts were given of the miseries of the poor. Their condition was shown to be deplorable. One thing which slaves generally get is enough to eat. Their masters take [336,1004,520,1328]
synopsis-item: Woodhead and Son—Have accepted Stokes and Uden's tender. [857,1010,1099,1019]
ad-text: SEED OATS. [236,1443,286,1452]
news-item: THE REPRESENTATION BILL.—A compromise has been effected with regard to the Representation Bill. The proposal of the Government was to deduct 25 per cent. from the number of electors in cities, but this has been altered to adding 28 per cent. to the country districts. Under the Government proposals towns such as Timaru were treated as country districts, but now these towns will be treated as towns. It is expected that there will be a good deal of discussion over this and other points in committee. Sir John Hall will introduce a clause extending the franchise to women. As the House has twice already voted in favor of this it is possible Sir John Hall may carry it. [857,128,1109,227]
ad-text: 6 Pigs [6,860,30,869]
royal-cipher: V. R. [408,282,448,301]
closing-names [336,165,520,264]
ad-title: CHAFF. CHAFF. [227,1257,295,1266]
ad-text: 220 ½-Bred Hoggets, all wethers and well grown [6,522,184,540]
ad-text: Chair to be taken at 8 p.m., when there will be Selections of Music, Addresses, Readings, etc., and a Lady will play on the Guitar. Admission, 1s 6d. [192,105,330,150]
ad-text: Cows in Full Profit and Springing. [6,276,138,285]
